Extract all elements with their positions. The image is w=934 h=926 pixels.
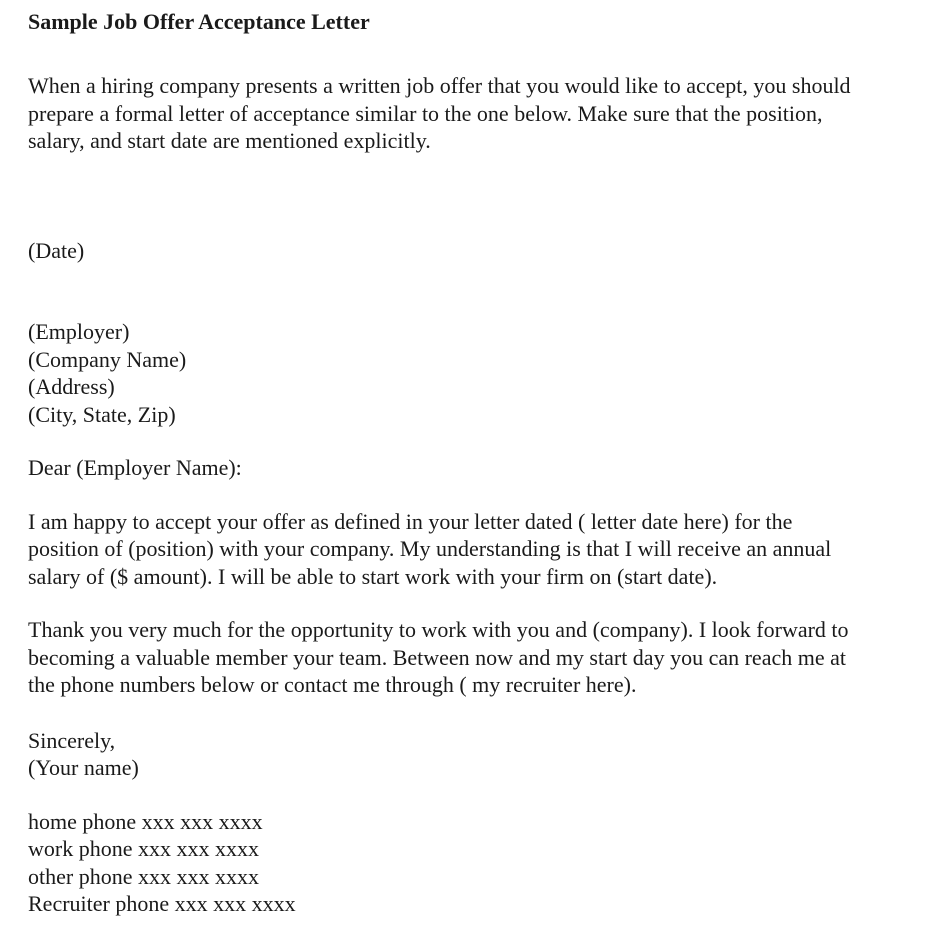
- phone-line: other phone xxx xxx xxxx: [28, 863, 259, 889]
- letter-document: [28, 8, 928, 918]
- paragraph-line: becoming a valuable member your team. Between now and my start day you can reach me at: [28, 644, 846, 670]
- salutation: Dear (Employer Name):: [28, 455, 242, 480]
- paragraph-line: salary of ($ amount). I will be able to start work with your firm on (start date).: [28, 563, 718, 589]
- paragraph-line: I am happy to accept your offer as defined in your letter dated ( letter date here) for the: [28, 508, 793, 534]
- thank-you-paragraph: [28, 616, 928, 699]
- address-line: (Company Name): [28, 346, 187, 372]
- intro-line: When a hiring company presents a written job offer that you would like to accept, you should: [28, 73, 851, 98]
- intro-line: salary, and start date are mentioned explicitly.: [28, 128, 431, 153]
- address-line: (Employer): [28, 319, 130, 344]
- document-title: Sample Job Offer Acceptance Letter: [28, 9, 370, 34]
- intro-paragraph: [28, 72, 928, 155]
- address-line: (City, State, Zip): [28, 401, 176, 427]
- closing-line: Sincerely,: [28, 727, 116, 753]
- date-placeholder: (Date): [28, 237, 85, 263]
- intro-line: prepare a formal letter of acceptance similar to the one below. Make sure that the position,: [28, 100, 823, 126]
- phone-line: work phone xxx xxx xxxx: [28, 836, 259, 861]
- phone-line: Recruiter phone xxx xxx xxxx: [28, 891, 296, 916]
- employer-address-block: [28, 318, 928, 428]
- paragraph-line: Thank you very much for the opportunity to work with you and (company). I look forward to: [28, 617, 849, 642]
- address-line: (Address): [28, 374, 115, 399]
- paragraph-line: position of (position) with your company. My understanding is that I will receive an annual: [28, 536, 832, 561]
- acceptance-paragraph: [28, 508, 928, 591]
- signature-name: (Your name): [28, 755, 139, 780]
- paragraph-line: the phone numbers below or contact me through ( my recruiter here).: [28, 672, 637, 697]
- phone-list: [28, 808, 928, 918]
- closing-block: [28, 727, 928, 782]
- phone-line: home phone xxx xxx xxxx: [28, 808, 263, 834]
